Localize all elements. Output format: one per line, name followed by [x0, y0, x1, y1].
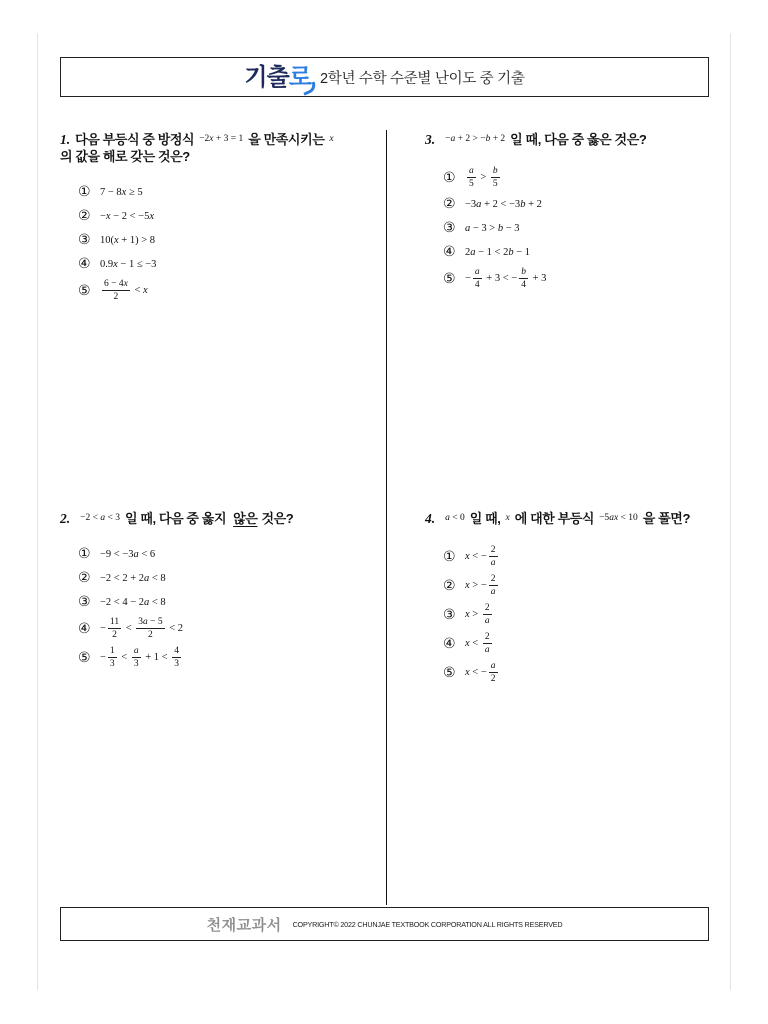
math-variable: a: [476, 198, 482, 210]
math-variable: a: [469, 166, 474, 176]
math-expression: a < 0: [445, 513, 465, 523]
option-number: ②: [443, 196, 456, 212]
option-number: ②: [78, 208, 91, 224]
option-number: ④: [443, 244, 456, 260]
math-expression: < 2: [166, 623, 184, 634]
option-expression: [100, 646, 183, 669]
option-number: ④: [78, 256, 91, 272]
math-variable: x: [465, 667, 470, 678]
math-variable: a: [144, 572, 150, 584]
logo-text-main: 기출: [244, 63, 289, 91]
answer-option-3: [78, 228, 378, 252]
option-number: ③: [443, 606, 456, 623]
fraction-denominator: 2: [102, 290, 130, 302]
fraction-denominator: 2: [136, 628, 164, 640]
worksheet-title: 2학년 수학 수준별 난이도 중 기출: [319, 70, 525, 87]
math-variable: b: [520, 198, 526, 210]
fraction: [519, 267, 528, 290]
option-number: ③: [78, 594, 91, 610]
math-variable: a: [133, 646, 139, 656]
option-expression: [100, 549, 155, 560]
option-expression: [465, 247, 530, 258]
option-expression: [100, 211, 154, 222]
option-number: ③: [443, 220, 456, 236]
fraction-numerator: 3a − 5: [138, 617, 163, 627]
answer-option-5: [78, 643, 378, 672]
question-2: [60, 510, 378, 672]
header-banner: [60, 57, 709, 97]
answer-option-2: [78, 204, 378, 228]
math-expression: x > −: [465, 580, 487, 591]
math-expression: + 1 <: [142, 652, 171, 663]
fraction-numerator: [491, 166, 500, 177]
fraction-denominator: 2: [490, 674, 496, 684]
question-3: [425, 131, 709, 293]
option-expression: [465, 267, 546, 290]
math-variable: x: [465, 638, 470, 649]
fraction-denominator: 3: [133, 659, 139, 669]
fraction-numerator: [473, 267, 482, 278]
fraction-numerator: [489, 661, 498, 672]
math-expression: 7 − 8x ≥ 5: [100, 186, 143, 198]
chunjae-logo: 천재교과서: [206, 916, 282, 934]
fraction-denominator: 5: [469, 179, 474, 189]
math-expression: <: [118, 652, 130, 663]
math-variable: a: [133, 548, 139, 560]
question-prompt-line: [425, 510, 709, 527]
fraction: [489, 661, 498, 684]
math-expression: 10(x + 1) > 8: [100, 234, 156, 246]
answer-option-3: [443, 216, 709, 240]
math-expression: <: [123, 623, 135, 634]
fraction-denominator: [483, 643, 492, 655]
math-variable: x: [114, 234, 119, 246]
prompt-text: 일 때, 다음 중 옳지: [124, 511, 227, 526]
math-variable: x: [121, 186, 127, 198]
fraction-numerator: 2: [484, 632, 490, 642]
option-expression: [465, 632, 494, 655]
math-variable: a: [100, 513, 106, 523]
page-edge-right: [730, 33, 731, 990]
math-variable: x: [465, 551, 470, 562]
answer-option-1: [443, 542, 709, 571]
answer-option-4: [78, 252, 378, 276]
math-variable: a: [490, 558, 496, 568]
question-prompt-line: [60, 148, 378, 165]
fraction-numerator: [519, 267, 528, 278]
math-expression: < x: [131, 285, 148, 296]
option-number: ①: [443, 548, 456, 565]
answer-option-5: [78, 276, 378, 305]
option-expression: [100, 573, 166, 584]
option-number: ①: [78, 546, 91, 562]
underlined-text: 않은: [233, 511, 258, 526]
math-expression: −2 < a < 3: [80, 513, 120, 523]
math-variable: x: [209, 134, 214, 144]
math-variable: a: [609, 513, 614, 523]
option-expression: [100, 597, 166, 608]
math-expression: −2 < 4 − 2a < 8: [100, 596, 166, 608]
fraction-denominator: 5: [492, 179, 498, 189]
question-number: 2.: [60, 511, 71, 526]
fraction-numerator: [132, 646, 141, 657]
option-expression: [465, 223, 520, 234]
math-variable: x: [123, 279, 128, 289]
math-expression: x >: [465, 609, 481, 620]
answer-options: [425, 542, 709, 687]
fraction: [136, 617, 164, 640]
option-expression: [100, 617, 183, 640]
math-variable: x: [465, 580, 470, 591]
logo-text-accent: 로: [288, 63, 311, 91]
math-expression: −: [100, 652, 106, 663]
prompt-text: 것은?: [261, 511, 294, 526]
option-expression: [465, 166, 502, 189]
math-expression: −: [465, 273, 471, 284]
fraction-numerator: 2: [490, 545, 496, 555]
prompt-text: 다음 부등식 중 방정식: [75, 132, 195, 147]
fraction-denominator: [489, 585, 498, 597]
fraction-denominator: [483, 614, 492, 626]
answer-option-1: [78, 180, 378, 204]
question-number: 4.: [425, 511, 436, 526]
fraction-denominator: 3: [109, 659, 115, 669]
answer-option-2: [443, 192, 709, 216]
math-expression: −x − 2 < −5x: [100, 210, 155, 222]
math-variable: x: [149, 210, 155, 222]
math-variable: a: [450, 134, 456, 144]
math-variable: a: [474, 267, 480, 277]
math-variable: x: [143, 285, 148, 296]
math-variable: x: [505, 513, 510, 523]
question-prompt-line: [60, 131, 378, 148]
math-variable: b: [497, 222, 504, 234]
fraction-numerator: 2: [484, 603, 490, 613]
math-variable: a: [484, 616, 490, 626]
math-variable: a: [484, 645, 490, 655]
math-expression: −: [100, 623, 106, 634]
fraction-numerator: 1: [109, 646, 115, 656]
math-expression: + 3 < −: [483, 273, 518, 284]
answer-option-5: [443, 264, 709, 293]
option-number: ②: [78, 570, 91, 586]
fraction: [108, 617, 121, 640]
prompt-text: 일 때,: [469, 511, 501, 526]
fraction: [102, 279, 130, 302]
option-number: ②: [443, 577, 456, 594]
answer-option-2: [443, 571, 709, 600]
question-prompt-line: [425, 131, 709, 148]
prompt-text: 을 풀면?: [642, 511, 690, 526]
option-number: ⑤: [78, 282, 91, 299]
prompt-text: 을 만족시키는: [248, 132, 325, 147]
answer-option-4: [443, 629, 709, 658]
option-expression: [100, 259, 156, 270]
answer-options: [60, 180, 378, 305]
copyright-footer: [60, 907, 709, 941]
math-variable: a: [490, 661, 496, 671]
option-number: ④: [443, 635, 456, 652]
option-number: ⑤: [443, 270, 456, 287]
math-variable: a: [143, 617, 148, 627]
math-expression: −a + 2 > −b + 2: [445, 134, 506, 144]
option-expression: [100, 235, 155, 246]
prompt-text: 의 값을 해로 갖는 것은?: [60, 149, 190, 164]
fraction: [489, 574, 498, 597]
answer-option-3: [78, 590, 378, 614]
math-variable: b: [521, 267, 526, 277]
math-expression: [329, 131, 333, 148]
math-variable: a: [490, 587, 496, 597]
option-expression: [465, 603, 494, 626]
answer-option-3: [443, 600, 709, 629]
fraction: [132, 646, 141, 669]
answer-options: [425, 163, 709, 293]
fraction-numerator: [467, 166, 476, 177]
fraction-denominator: [489, 556, 498, 568]
math-variable: b: [485, 134, 491, 144]
answer-option-1: [443, 163, 709, 192]
fraction-numerator: 4: [174, 646, 179, 656]
question-4: [425, 510, 709, 687]
fraction: [489, 545, 498, 568]
math-expression: >: [477, 172, 489, 183]
math-expression: a − 3 > b − 3: [465, 222, 520, 234]
copyright-text: COPYRIGHT© 2022 CHUNJAE TEXTBOOK CORPORATION ALL RIGHTS RESERVED: [292, 919, 563, 929]
fraction: [473, 267, 482, 290]
option-number: ④: [78, 620, 91, 637]
math-expression: −2 < 2 + 2a < 8: [100, 572, 166, 584]
option-number: ①: [78, 184, 91, 200]
math-variable: x: [105, 210, 111, 222]
math-variable: a: [144, 596, 150, 608]
option-number: ⑤: [443, 664, 456, 681]
answer-option-1: [78, 542, 378, 566]
fraction: [108, 646, 117, 669]
math-variable: b: [492, 166, 498, 176]
answer-option-4: [78, 614, 378, 643]
answer-option-5: [443, 658, 709, 687]
option-number: ③: [78, 232, 91, 248]
math-variable: a: [445, 513, 450, 523]
question-1: [60, 131, 378, 305]
fraction: [491, 166, 500, 189]
math-variable: x: [465, 609, 470, 620]
math-expression: −5ax < 10: [599, 513, 638, 523]
math-expression: 0.9x − 1 ≤ −3: [100, 258, 157, 270]
math-variable: a: [470, 246, 476, 258]
answer-options: [60, 542, 378, 672]
gichullo-logo: [244, 65, 311, 89]
math-expression: 2a − 1 < 2b − 1: [465, 246, 531, 258]
math-expression: x < −: [465, 667, 487, 678]
math-expression: −2x + 3 = 1: [199, 134, 244, 144]
math-variable: a: [465, 222, 471, 234]
fraction-numerator: 6 − 4x: [104, 279, 128, 289]
question-number: 1.: [60, 132, 71, 147]
fraction-numerator: 2: [490, 574, 496, 584]
fraction: [172, 646, 181, 669]
option-expression: [100, 187, 143, 198]
question-prompt-line: [60, 510, 378, 527]
math-expression: [505, 510, 509, 527]
answer-option-4: [443, 240, 709, 264]
fraction: [467, 166, 476, 189]
prompt-text: 에 대한 부등식: [514, 511, 595, 526]
math-variable: b: [508, 246, 514, 258]
option-expression: [100, 279, 148, 302]
math-variable: x: [329, 134, 334, 144]
math-expression: x < −: [465, 551, 487, 562]
question-number: 3.: [425, 132, 436, 147]
answer-option-2: [78, 566, 378, 590]
math-expression: −3a + 2 < −3b + 2: [465, 198, 542, 210]
option-expression: [465, 199, 542, 210]
option-number: ⑤: [78, 649, 91, 666]
fraction-numerator: 11: [109, 617, 120, 627]
math-expression: −9 < −3a < 6: [100, 548, 156, 560]
fraction-denominator: 2: [108, 628, 121, 640]
option-number: ①: [443, 169, 456, 186]
fraction-denominator: 3: [174, 659, 179, 669]
column-divider: [386, 130, 387, 905]
option-expression: [465, 545, 500, 568]
fraction: [483, 632, 492, 655]
fraction: [483, 603, 492, 626]
prompt-text: 일 때, 다음 중 옳은 것은?: [510, 132, 647, 147]
fraction-denominator: 4: [474, 280, 480, 290]
option-expression: [465, 661, 500, 684]
math-variable: x: [113, 258, 118, 270]
page-edge-left: [37, 33, 38, 990]
fraction-denominator: 4: [521, 280, 526, 290]
math-expression: x <: [465, 638, 481, 649]
math-variable: x: [613, 513, 619, 523]
option-expression: [465, 574, 500, 597]
math-expression: + 3: [529, 273, 547, 284]
